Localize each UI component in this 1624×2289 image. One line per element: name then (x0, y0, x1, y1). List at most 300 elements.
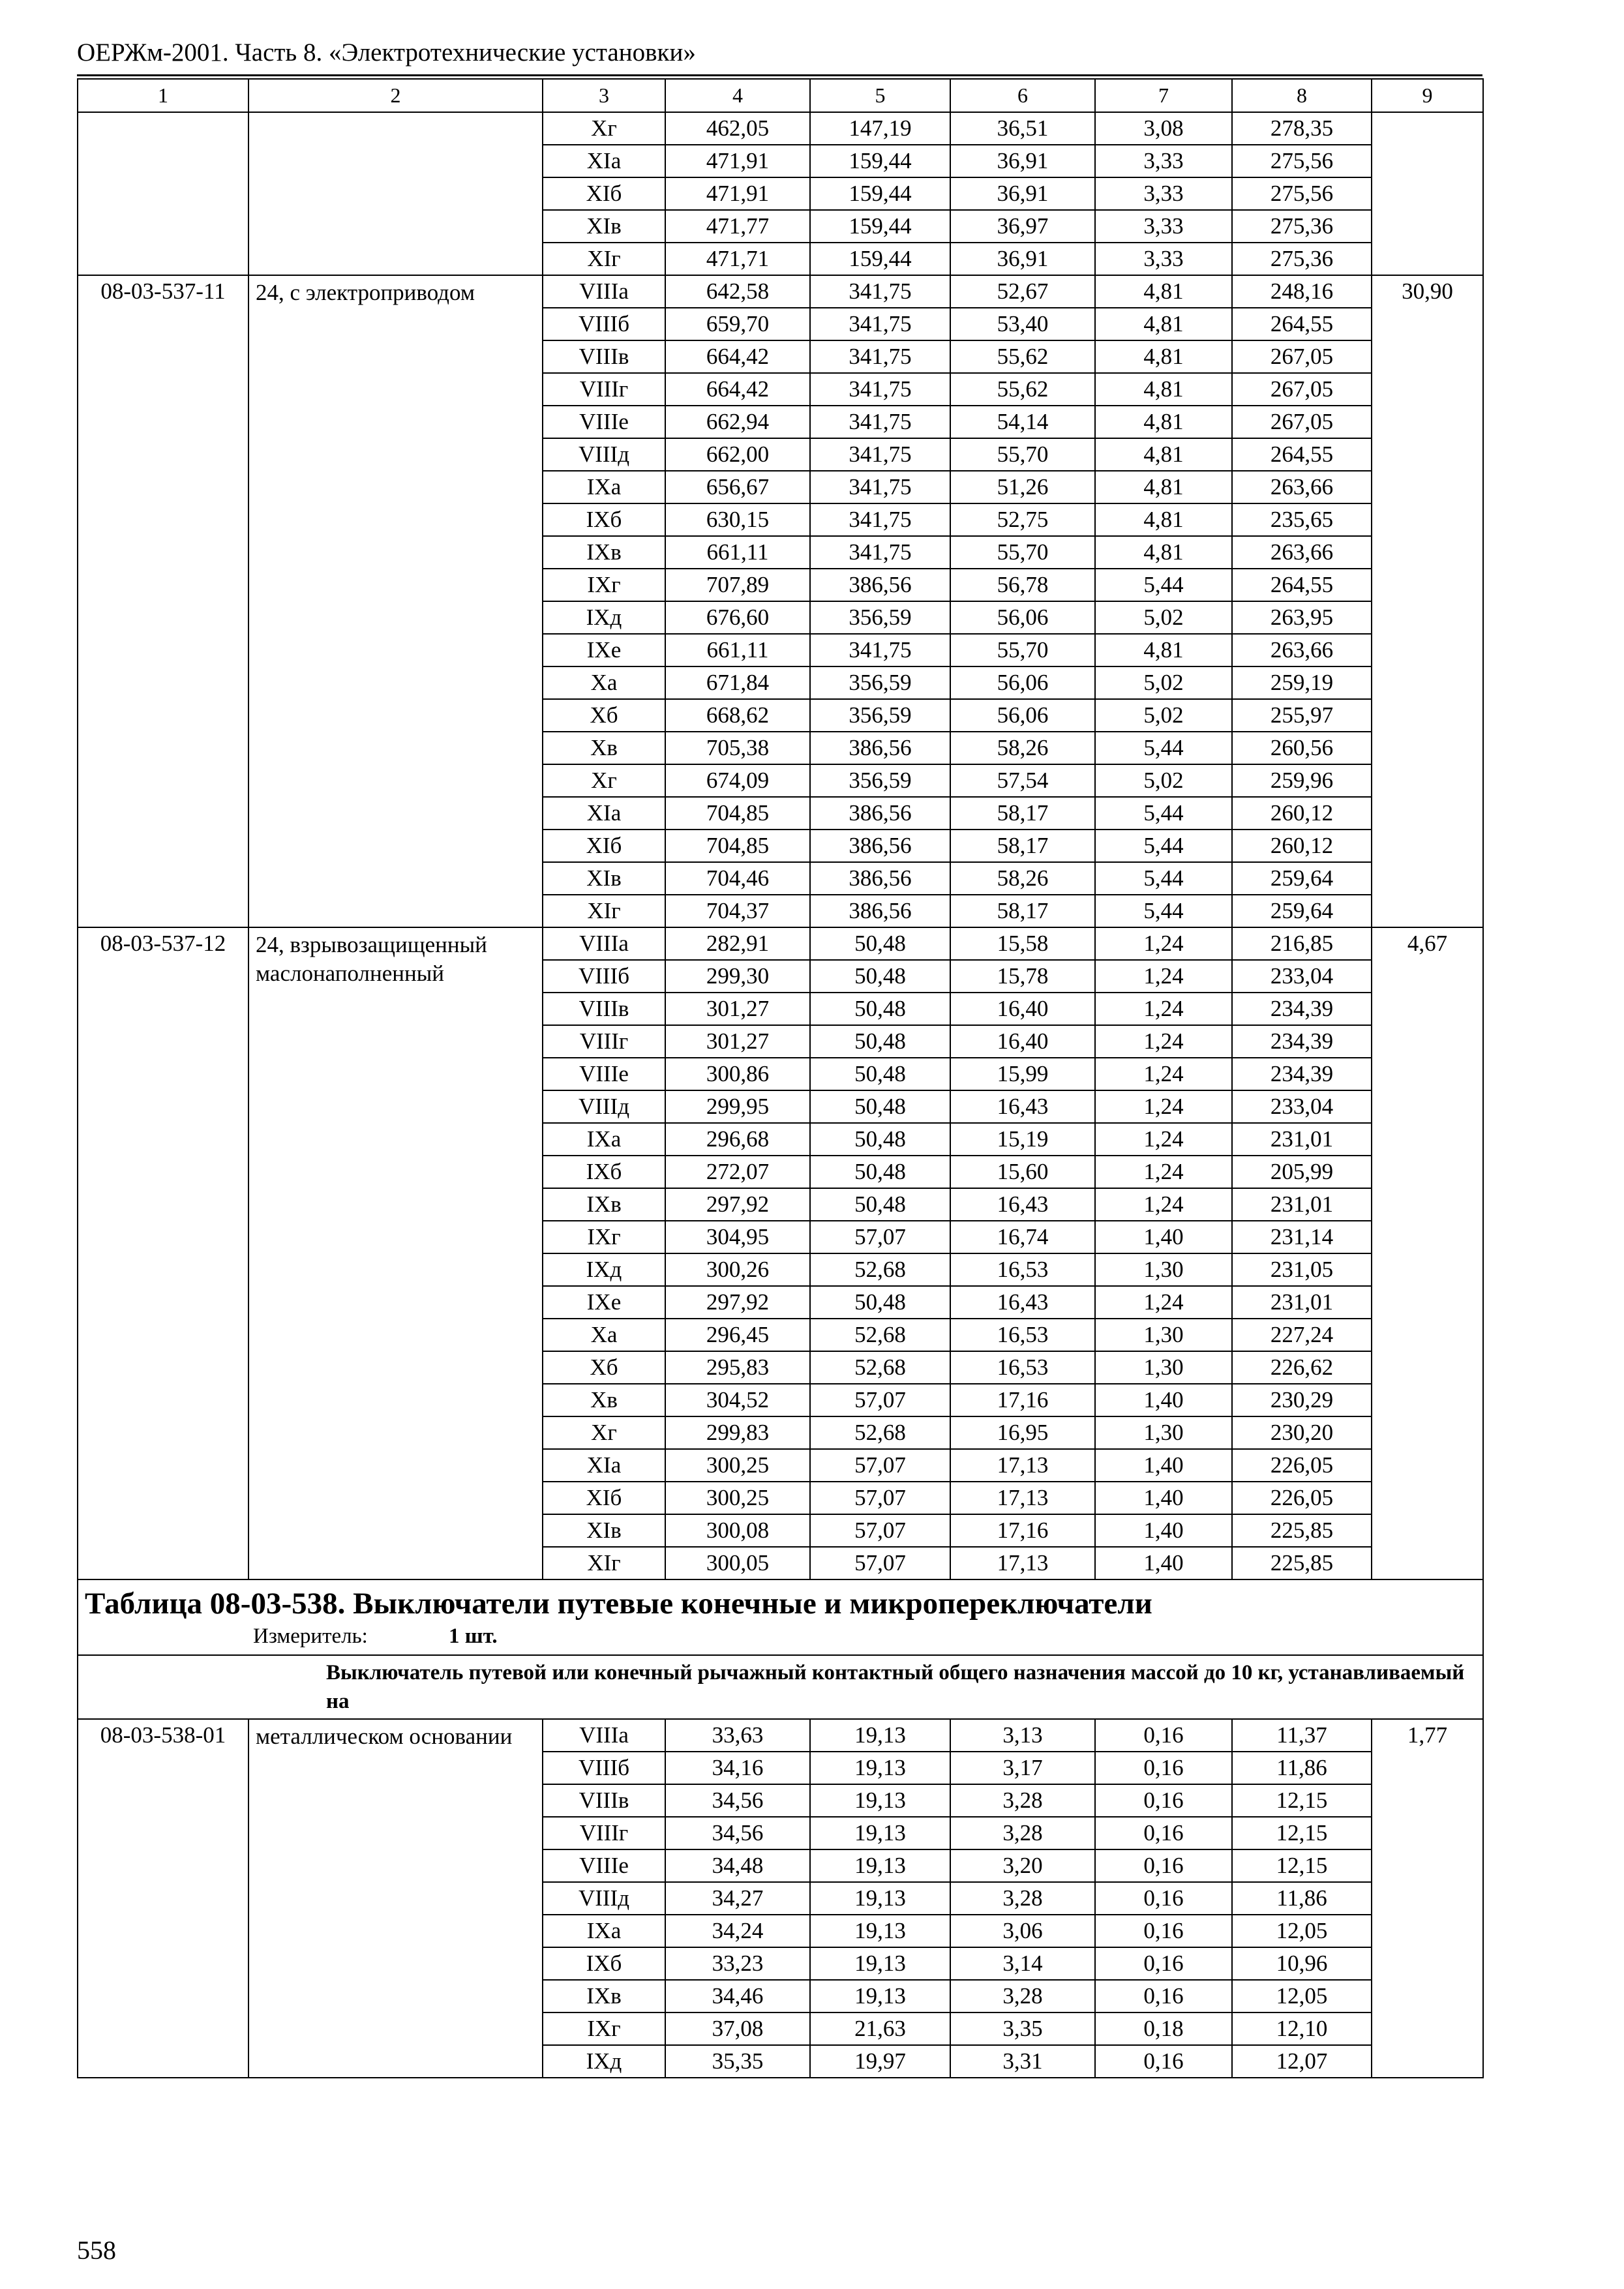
value-cell: 296,68 (665, 1123, 810, 1156)
value-cell: 55,62 (950, 373, 1095, 406)
value-cell: 50,48 (810, 1058, 950, 1090)
column-number-row (78, 79, 1483, 112)
value-cell: 267,05 (1232, 340, 1372, 373)
value-cell: 50,48 (810, 1188, 950, 1221)
value-cell: 3,08 (1095, 112, 1232, 145)
value-cell: IXг (543, 569, 665, 601)
value-cell: VIIIв (543, 993, 665, 1025)
value-cell: 58,17 (950, 797, 1095, 830)
value-cell: 341,75 (810, 340, 950, 373)
value-cell: 3,28 (950, 1817, 1095, 1849)
value-cell: 0,16 (1095, 1882, 1232, 1915)
value-cell: 264,55 (1232, 438, 1372, 471)
value-cell: Xг (543, 112, 665, 145)
value-cell: VIIIб (543, 960, 665, 993)
value-cell: 54,14 (950, 406, 1095, 438)
rate-name-cell: 24, с электроприводом (248, 275, 543, 927)
value-cell: XIб (543, 830, 665, 862)
value-cell: 263,66 (1232, 471, 1372, 503)
rate-name-cell: 24, взрывозащищенный маслонаполненный (248, 927, 543, 1579)
value-cell: 56,06 (950, 666, 1095, 699)
value-cell: 11,86 (1232, 1882, 1372, 1915)
meter-line (85, 1622, 1476, 1651)
value-cell: VIIIг (543, 1025, 665, 1058)
value-cell: IXа (543, 1123, 665, 1156)
value-cell: VIIIа (543, 275, 665, 308)
value-cell: Xб (543, 1351, 665, 1384)
value-cell: 267,05 (1232, 406, 1372, 438)
value-cell: 57,07 (810, 1482, 950, 1514)
value-cell: 1,24 (1095, 1090, 1232, 1123)
value-cell: 662,00 (665, 438, 810, 471)
value-cell: 707,89 (665, 569, 810, 601)
value-cell: 356,59 (810, 666, 950, 699)
value-cell: IXд (543, 1253, 665, 1286)
meter-value: 1 шт. (449, 1624, 498, 1648)
column-number: 1 (78, 79, 248, 112)
value-cell: 12,10 (1232, 2012, 1372, 2045)
value-cell: 260,12 (1232, 830, 1372, 862)
value-cell: 299,30 (665, 960, 810, 993)
value-cell: IXа (543, 1915, 665, 1947)
value-cell: 231,14 (1232, 1221, 1372, 1253)
rate-code-cell: 08-03-537-11 (78, 275, 248, 927)
value-cell: 386,56 (810, 830, 950, 862)
value-cell: Xб (543, 699, 665, 732)
header-rule (77, 74, 1482, 76)
value-cell: 53,40 (950, 308, 1095, 340)
value-cell: 3,33 (1095, 177, 1232, 210)
value-cell: 50,48 (810, 1025, 950, 1058)
value-cell: Xг (543, 1416, 665, 1449)
value-cell: 3,31 (950, 2045, 1095, 2078)
value-cell: 642,58 (665, 275, 810, 308)
value-cell: 4,81 (1095, 406, 1232, 438)
value-cell: 300,25 (665, 1449, 810, 1482)
value-cell: 4,81 (1095, 503, 1232, 536)
value-cell: 259,96 (1232, 764, 1372, 797)
value-cell: 471,91 (665, 177, 810, 210)
value-cell: 50,48 (810, 1156, 950, 1188)
value-cell: 341,75 (810, 634, 950, 666)
value-cell: 11,86 (1232, 1752, 1372, 1784)
value-cell: 471,71 (665, 243, 810, 275)
value-cell: 356,59 (810, 764, 950, 797)
value-cell: 341,75 (810, 438, 950, 471)
value-cell: 19,13 (810, 1784, 950, 1817)
value-cell: 278,35 (1232, 112, 1372, 145)
subheading-row (78, 1655, 1483, 1719)
value-cell: 37,08 (665, 2012, 810, 2045)
value-cell: 267,05 (1232, 373, 1372, 406)
value-cell: 12,07 (1232, 2045, 1372, 2078)
value-cell: 15,78 (950, 960, 1095, 993)
value-cell: 296,45 (665, 1319, 810, 1351)
value-cell: 50,48 (810, 960, 950, 993)
value-cell: 4,81 (1095, 308, 1232, 340)
value-cell: 234,39 (1232, 1058, 1372, 1090)
value-cell: 19,13 (810, 1719, 950, 1752)
value-cell: Xв (543, 1384, 665, 1416)
value-cell: 50,48 (810, 927, 950, 960)
value-cell: 300,26 (665, 1253, 810, 1286)
value-cell: 50,48 (810, 1123, 950, 1156)
value-cell: 12,05 (1232, 1915, 1372, 1947)
value-cell: 233,04 (1232, 960, 1372, 993)
value-cell: IXд (543, 601, 665, 634)
value-cell: 668,62 (665, 699, 810, 732)
value-cell: VIIIа (543, 1719, 665, 1752)
value-cell: 34,46 (665, 1980, 810, 2012)
value-cell: 17,16 (950, 1384, 1095, 1416)
rate-code-cell: 08-03-537-12 (78, 927, 248, 1579)
value-cell: VIIIа (543, 927, 665, 960)
value-cell: 3,35 (950, 2012, 1095, 2045)
value-cell: 52,68 (810, 1416, 950, 1449)
value-cell: 10,96 (1232, 1947, 1372, 1980)
value-cell: 56,06 (950, 601, 1095, 634)
value-cell: 656,67 (665, 471, 810, 503)
value-cell: XIб (543, 177, 665, 210)
value-cell: 33,23 (665, 1947, 810, 1980)
value-cell: 3,28 (950, 1784, 1095, 1817)
value-cell: 0,16 (1095, 1947, 1232, 1980)
value-cell: 34,16 (665, 1752, 810, 1784)
rate-code-cell (78, 112, 248, 275)
value-cell: 671,84 (665, 666, 810, 699)
value-cell: 16,95 (950, 1416, 1095, 1449)
value-cell: 3,17 (950, 1752, 1095, 1784)
value-cell: 1,24 (1095, 960, 1232, 993)
table-row (78, 275, 1483, 308)
value-cell: 17,13 (950, 1482, 1095, 1514)
column-number: 5 (810, 79, 950, 112)
value-cell: 263,66 (1232, 634, 1372, 666)
value-cell: 3,13 (950, 1719, 1095, 1752)
value-cell: 19,97 (810, 2045, 950, 2078)
value-cell: 5,02 (1095, 699, 1232, 732)
value-cell: 19,13 (810, 1882, 950, 1915)
value-cell: 659,70 (665, 308, 810, 340)
value-cell: 661,11 (665, 536, 810, 569)
value-cell: 55,70 (950, 634, 1095, 666)
value-cell: 264,55 (1232, 308, 1372, 340)
value-cell: 230,20 (1232, 1416, 1372, 1449)
value-cell: 299,83 (665, 1416, 810, 1449)
value-cell: 299,95 (665, 1090, 810, 1123)
table-row (78, 927, 1483, 960)
rate-name-cell (248, 112, 543, 275)
value-cell: 16,53 (950, 1253, 1095, 1286)
value-cell: 4,81 (1095, 275, 1232, 308)
rate-name-cell: металлическом основании (248, 1719, 543, 2078)
value-cell: 4,81 (1095, 438, 1232, 471)
value-cell: 248,16 (1232, 275, 1372, 308)
value-cell: 36,97 (950, 210, 1095, 243)
value-cell: 225,85 (1232, 1514, 1372, 1547)
value-cell: 50,48 (810, 993, 950, 1025)
value-cell: 16,40 (950, 993, 1095, 1025)
value-cell: 275,36 (1232, 243, 1372, 275)
value-cell: 341,75 (810, 406, 950, 438)
value-cell: 226,05 (1232, 1449, 1372, 1482)
value-cell: 52,67 (950, 275, 1095, 308)
value-cell: 297,92 (665, 1286, 810, 1319)
value-cell: 58,17 (950, 830, 1095, 862)
value-cell: VIIIе (543, 1849, 665, 1882)
value-cell: VIIIв (543, 1784, 665, 1817)
value-cell: 0,16 (1095, 1849, 1232, 1882)
value-cell: 1,24 (1095, 1188, 1232, 1221)
value-cell: 630,15 (665, 503, 810, 536)
value-cell: VIIIд (543, 1090, 665, 1123)
value-cell: Xг (543, 764, 665, 797)
value-cell: 16,53 (950, 1319, 1095, 1351)
value-cell: 4,81 (1095, 536, 1232, 569)
value-cell: Xа (543, 1319, 665, 1351)
value-cell: 231,05 (1232, 1253, 1372, 1286)
value-cell: 51,26 (950, 471, 1095, 503)
rates-table (77, 78, 1484, 2078)
section-header-cell (78, 1579, 1483, 1655)
column-number: 2 (248, 79, 543, 112)
value-cell: 4,81 (1095, 634, 1232, 666)
value-cell: 52,68 (810, 1319, 950, 1351)
value-cell: 341,75 (810, 503, 950, 536)
value-cell: IXе (543, 634, 665, 666)
value-cell: 3,28 (950, 1980, 1095, 2012)
value-cell: 19,13 (810, 1849, 950, 1882)
value-cell: VIIIе (543, 1058, 665, 1090)
value-cell: 1,30 (1095, 1253, 1232, 1286)
value-cell: 231,01 (1232, 1286, 1372, 1319)
value-cell: 1,40 (1095, 1482, 1232, 1514)
value-cell: 1,40 (1095, 1221, 1232, 1253)
value-cell: 55,70 (950, 438, 1095, 471)
value-cell: XIб (543, 1482, 665, 1514)
value-cell: 5,44 (1095, 732, 1232, 764)
value-cell: 704,37 (665, 895, 810, 927)
value-cell: 263,95 (1232, 601, 1372, 634)
value-cell: 0,18 (1095, 2012, 1232, 2045)
value-cell: 275,56 (1232, 177, 1372, 210)
value-cell: 386,56 (810, 797, 950, 830)
value-cell: 15,99 (950, 1058, 1095, 1090)
value-cell: 704,46 (665, 862, 810, 895)
value-cell: 19,13 (810, 1980, 950, 2012)
value-cell: 5,44 (1095, 830, 1232, 862)
value-cell: 0,16 (1095, 1980, 1232, 2012)
value-cell: 0,16 (1095, 1817, 1232, 1849)
value-cell: 304,95 (665, 1221, 810, 1253)
value-cell: 462,05 (665, 112, 810, 145)
meter-label: Измеритель: (253, 1624, 368, 1648)
value-cell: VIIIв (543, 340, 665, 373)
value-cell: 301,27 (665, 1025, 810, 1058)
col9-value-cell: 30,90 (1372, 275, 1483, 927)
value-cell: 3,20 (950, 1849, 1095, 1882)
value-cell: 5,02 (1095, 601, 1232, 634)
value-cell: VIIIб (543, 308, 665, 340)
value-cell: 356,59 (810, 699, 950, 732)
value-cell: 5,02 (1095, 764, 1232, 797)
value-cell: IXб (543, 503, 665, 536)
value-cell: 36,51 (950, 112, 1095, 145)
value-cell: 12,15 (1232, 1784, 1372, 1817)
value-cell: XIа (543, 1449, 665, 1482)
value-cell: 57,54 (950, 764, 1095, 797)
value-cell: 1,24 (1095, 927, 1232, 960)
value-cell: VIIIб (543, 1752, 665, 1784)
value-cell: 300,86 (665, 1058, 810, 1090)
value-cell: 226,62 (1232, 1351, 1372, 1384)
value-cell: 34,56 (665, 1817, 810, 1849)
value-cell: 159,44 (810, 177, 950, 210)
value-cell: 57,07 (810, 1547, 950, 1579)
value-cell: IXг (543, 1221, 665, 1253)
value-cell: 300,25 (665, 1482, 810, 1514)
value-cell: 1,40 (1095, 1449, 1232, 1482)
value-cell: 5,02 (1095, 666, 1232, 699)
value-cell: 19,13 (810, 1915, 950, 1947)
value-cell: 36,91 (950, 177, 1095, 210)
value-cell: 4,81 (1095, 373, 1232, 406)
value-cell: IXв (543, 1188, 665, 1221)
value-cell: 300,05 (665, 1547, 810, 1579)
value-cell: 15,60 (950, 1156, 1095, 1188)
value-cell: 386,56 (810, 732, 950, 764)
value-cell: 34,48 (665, 1849, 810, 1882)
value-cell: 159,44 (810, 243, 950, 275)
value-cell: 16,43 (950, 1188, 1095, 1221)
value-cell: IXб (543, 1156, 665, 1188)
value-cell: 33,63 (665, 1719, 810, 1752)
value-cell: 19,13 (810, 1947, 950, 1980)
value-cell: 17,13 (950, 1449, 1095, 1482)
value-cell: 1,24 (1095, 1123, 1232, 1156)
column-number: 4 (665, 79, 810, 112)
value-cell: IXа (543, 471, 665, 503)
value-cell: 225,85 (1232, 1547, 1372, 1579)
value-cell: 57,07 (810, 1449, 950, 1482)
column-number: 6 (950, 79, 1095, 112)
value-cell: 234,39 (1232, 1025, 1372, 1058)
table-row (78, 112, 1483, 145)
value-cell: 471,91 (665, 145, 810, 177)
value-cell: 0,16 (1095, 1784, 1232, 1817)
value-cell: 301,27 (665, 993, 810, 1025)
value-cell: 3,33 (1095, 145, 1232, 177)
value-cell: 295,83 (665, 1351, 810, 1384)
value-cell: IXг (543, 2012, 665, 2045)
value-cell: 386,56 (810, 569, 950, 601)
value-cell: 1,40 (1095, 1514, 1232, 1547)
value-cell: 12,15 (1232, 1817, 1372, 1849)
rate-code-cell: 08-03-538-01 (78, 1719, 248, 2078)
page-number: 558 (77, 2236, 116, 2265)
value-cell: 259,19 (1232, 666, 1372, 699)
column-number: 8 (1232, 79, 1372, 112)
value-cell: 1,24 (1095, 1025, 1232, 1058)
value-cell: 226,05 (1232, 1482, 1372, 1514)
value-cell: 57,07 (810, 1221, 950, 1253)
value-cell: XIа (543, 797, 665, 830)
value-cell: 230,29 (1232, 1384, 1372, 1416)
value-cell: XIг (543, 1547, 665, 1579)
value-cell: 17,13 (950, 1547, 1095, 1579)
col9-value-cell: 4,67 (1372, 927, 1483, 1579)
value-cell: 662,94 (665, 406, 810, 438)
value-cell: 255,97 (1232, 699, 1372, 732)
value-cell: 36,91 (950, 243, 1095, 275)
value-cell: 705,38 (665, 732, 810, 764)
value-cell: 259,64 (1232, 895, 1372, 927)
section-title: Таблица 08-03-538. Выключатели путевые конечные и микропереключатели (85, 1587, 1152, 1621)
value-cell: 12,15 (1232, 1849, 1372, 1882)
value-cell: 661,11 (665, 634, 810, 666)
value-cell: VIIIд (543, 1882, 665, 1915)
value-cell: 19,13 (810, 1817, 950, 1849)
column-number: 3 (543, 79, 665, 112)
value-cell: 35,35 (665, 2045, 810, 2078)
section-subheading: Выключатель путевой или конечный рычажный контактный общего назначения массой до 10 кг, устанавливаемый на (78, 1655, 1483, 1719)
value-cell: 5,44 (1095, 895, 1232, 927)
value-cell: 57,07 (810, 1514, 950, 1547)
value-cell: 1,24 (1095, 993, 1232, 1025)
value-cell: 16,40 (950, 1025, 1095, 1058)
value-cell: 676,60 (665, 601, 810, 634)
value-cell: 3,28 (950, 1882, 1095, 1915)
col9-value-cell: 1,77 (1372, 1719, 1483, 2078)
value-cell: XIв (543, 1514, 665, 1547)
value-cell: 0,16 (1095, 1752, 1232, 1784)
value-cell: 1,24 (1095, 1286, 1232, 1319)
value-cell: VIIIе (543, 406, 665, 438)
value-cell: 674,09 (665, 764, 810, 797)
value-cell: 5,44 (1095, 797, 1232, 830)
value-cell: 17,16 (950, 1514, 1095, 1547)
value-cell: 1,30 (1095, 1319, 1232, 1351)
value-cell: 159,44 (810, 145, 950, 177)
value-cell: 341,75 (810, 536, 950, 569)
value-cell: 19,13 (810, 1752, 950, 1784)
value-cell: 34,56 (665, 1784, 810, 1817)
value-cell: 341,75 (810, 471, 950, 503)
value-cell: 341,75 (810, 275, 950, 308)
value-cell: 704,85 (665, 797, 810, 830)
value-cell: 235,65 (1232, 503, 1372, 536)
value-cell: 386,56 (810, 862, 950, 895)
value-cell: 3,06 (950, 1915, 1095, 1947)
value-cell: 1,30 (1095, 1416, 1232, 1449)
table-row (78, 1719, 1483, 1752)
value-cell: 386,56 (810, 895, 950, 927)
value-cell: 52,68 (810, 1253, 950, 1286)
section-header-row (78, 1579, 1483, 1655)
value-cell: VIIIг (543, 373, 665, 406)
value-cell: 259,64 (1232, 862, 1372, 895)
value-cell: IXд (543, 2045, 665, 2078)
column-number: 7 (1095, 79, 1232, 112)
value-cell: 272,07 (665, 1156, 810, 1188)
value-cell: 16,43 (950, 1090, 1095, 1123)
value-cell: 260,12 (1232, 797, 1372, 830)
value-cell: 282,91 (665, 927, 810, 960)
value-cell: 4,81 (1095, 340, 1232, 373)
value-cell: 231,01 (1232, 1123, 1372, 1156)
value-cell: 12,05 (1232, 1980, 1372, 2012)
value-cell: 300,08 (665, 1514, 810, 1547)
